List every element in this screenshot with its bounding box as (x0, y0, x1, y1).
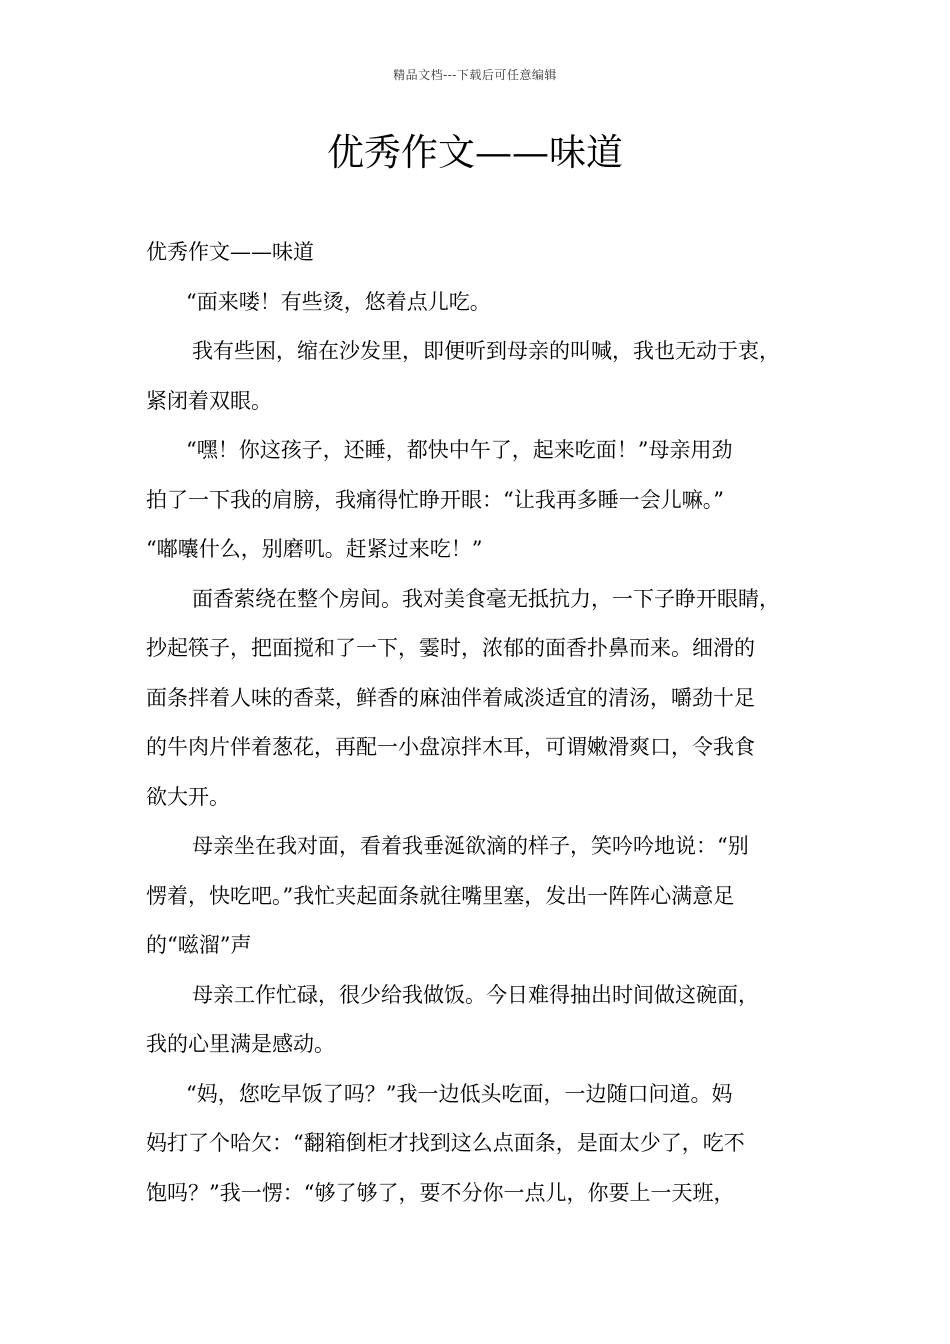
text-line: 愣着，快吃吧。”我忙夹起面条就往嘴里塞，发出一阵阵心满意足 (146, 883, 735, 908)
page-header: 精品文档---下载后可任意编辑 (393, 68, 557, 82)
text-line: “面来喽！有些烫，悠着点儿吃。 (186, 289, 491, 314)
text-line: 优秀作文——味道 (146, 240, 314, 264)
text-line: 面香萦绕在整个房间。我对美食毫无抵抗力，一下子睁开眼睛， (192, 586, 780, 611)
text-line: 的牛肉片伴着葱花，再配一小盘凉拌木耳，可谓嫩滑爽口，令我食 (146, 735, 755, 759)
text-line: 欲大开。 (146, 784, 230, 809)
text-line: 母亲坐在我对面，看着我垂涎欲滴的样子，笑吟吟地说：“别 (192, 834, 749, 858)
text-line: 饱吗？”我一愣：“够了够了，要不分你一点儿，你要上一天班， (146, 1180, 735, 1205)
text-line: 的“嗞溜”声 (146, 933, 252, 957)
text-line: 抄起筷子，把面搅和了一下，霎时，浓郁的面香扑鼻而来。细滑的 (146, 636, 755, 660)
document-title: 优秀作文——味道 (327, 131, 623, 174)
text-line: 我有些困，缩在沙发里，即便听到母亲的叫喊，我也无动于衷， (192, 339, 780, 363)
text-line: 母亲工作忙碌，很少给我做饭。今日难得抽出时间做这碗面， (192, 982, 759, 1007)
document-body (146, 228, 810, 1218)
text-line: 妈打了个哈欠：“翻箱倒柜才找到这么点面条，是面太少了，吃不 (146, 1131, 745, 1155)
text-line: “嘟囔什么，别磨叽。赶紧过来吃！” (146, 537, 483, 561)
text-line: 紧闭着双眼。 (146, 388, 272, 413)
text-line: 拍了一下我的肩膀，我痛得忙睁开眼：“让我再多睡一会儿嘛。” (146, 487, 724, 512)
text-line: “嘿！你这孩子，还睡，都快中午了，起来吃面！”母亲用劲 (186, 438, 733, 462)
text-line: 我的心里满是感动。 (146, 1032, 335, 1056)
text-line: 面条拌着人味的香菜，鲜香的麻油伴着咸淡适宜的清汤，嚼劲十足 (146, 685, 755, 710)
text-line: “妈，您吃早饭了吗？”我一边低头吃面，一边随口问道。妈 (186, 1081, 733, 1106)
